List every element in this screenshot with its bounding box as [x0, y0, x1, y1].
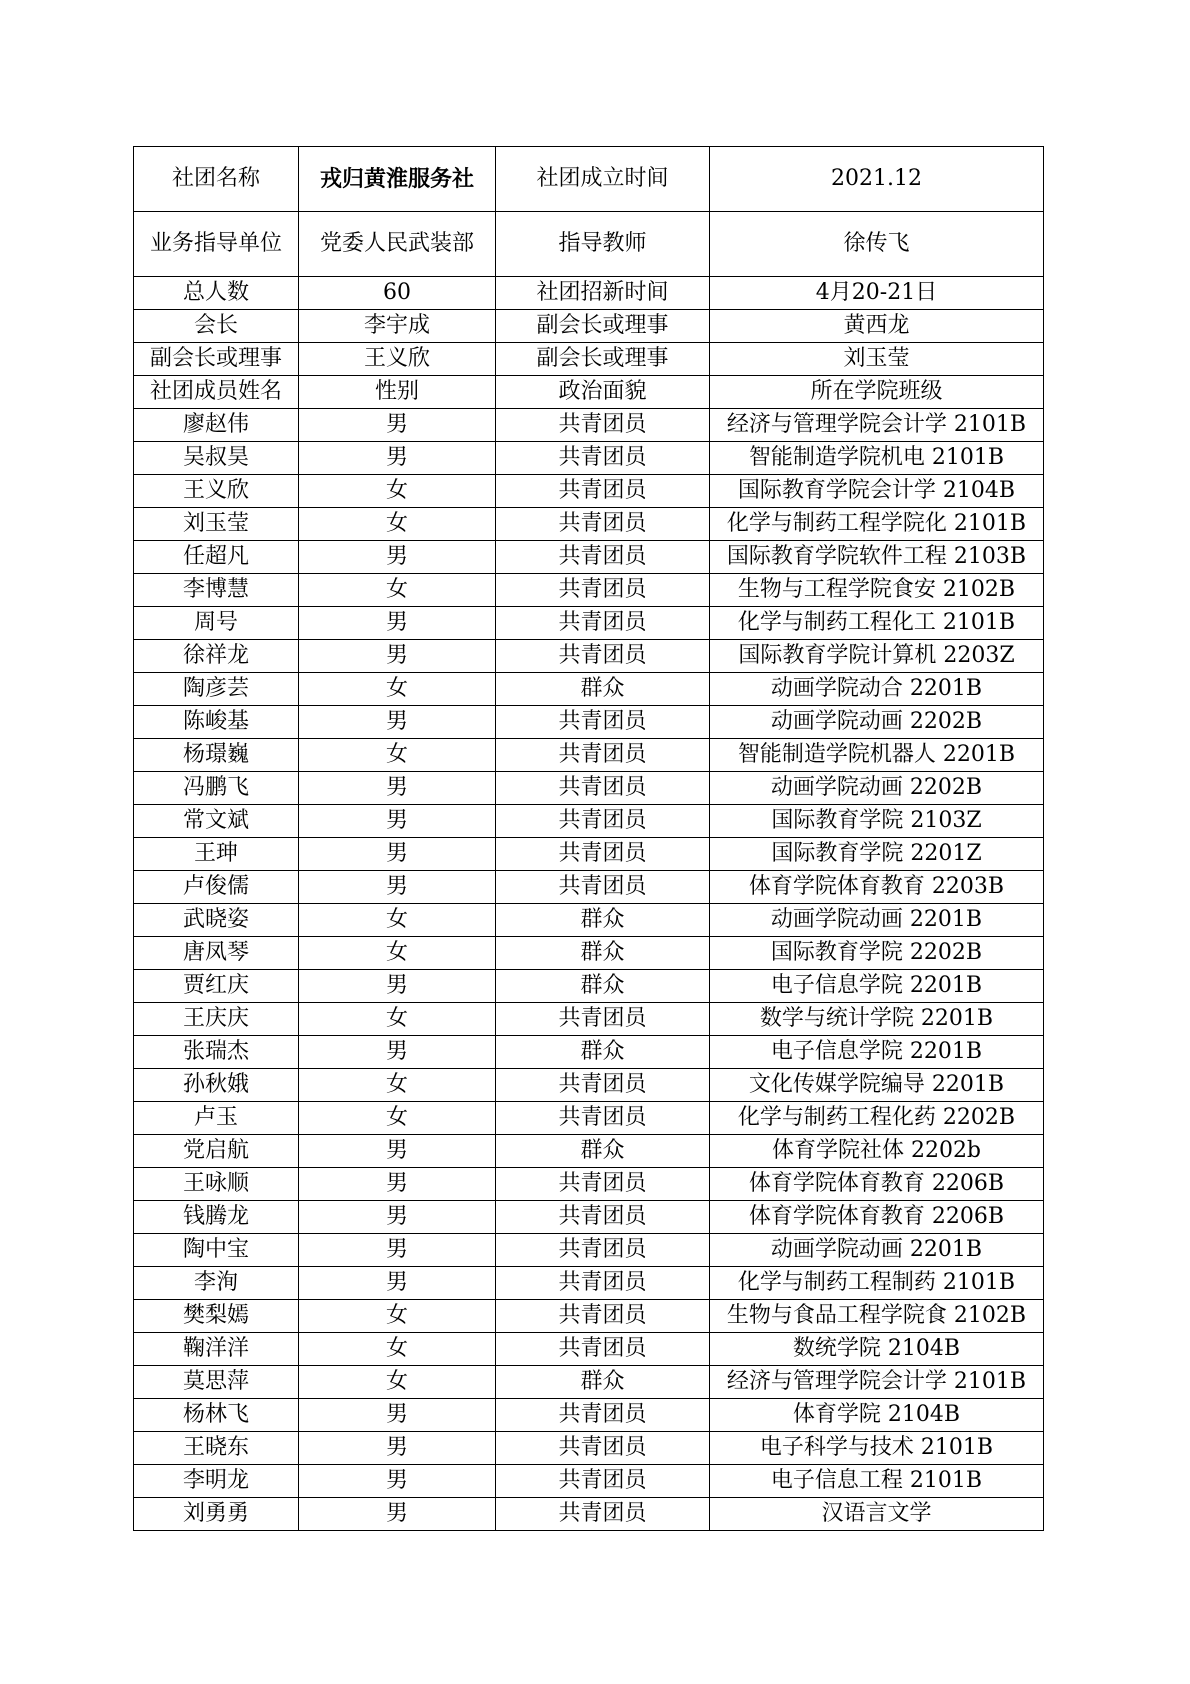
member-name: 王义欣: [134, 475, 299, 508]
member-name: 王珅: [134, 838, 299, 871]
member-college-class: 体育学院体育教育 2203B: [710, 871, 1044, 904]
member-name: 刘勇勇: [134, 1498, 299, 1531]
member-gender: 男: [299, 640, 496, 673]
member-college-class: 动画学院动画 2201B: [710, 1234, 1044, 1267]
member-name: 陶彦芸: [134, 673, 299, 706]
member-name: 吴叔昊: [134, 442, 299, 475]
club-member-table: [133, 146, 1044, 1531]
member-political-status: 共青团员: [496, 1069, 710, 1102]
member-political-status: 共青团员: [496, 640, 710, 673]
member-gender: 男: [299, 1135, 496, 1168]
club-name-value: 戎归黄淮服务社: [299, 147, 496, 212]
member-name: 任超凡: [134, 541, 299, 574]
member-college-class: 动画学院动合 2201B: [710, 673, 1044, 706]
member-political-status: 共青团员: [496, 1333, 710, 1366]
supervising-unit-label: 业务指导单位: [134, 212, 299, 277]
member-name: 张瑞杰: [134, 1036, 299, 1069]
member-name: 廖赵伟: [134, 409, 299, 442]
member-political-status: 共青团员: [496, 1432, 710, 1465]
table-row: [134, 1300, 1044, 1333]
member-political-status: 群众: [496, 937, 710, 970]
table-row: [134, 1168, 1044, 1201]
table-row: [134, 1069, 1044, 1102]
table-row: [134, 409, 1044, 442]
table-row: [134, 706, 1044, 739]
member-college-class: 化学与制药工程制药 2101B: [710, 1267, 1044, 1300]
supervisor-row: [134, 212, 1044, 277]
table-row: [134, 1201, 1044, 1234]
member-name: 陶中宝: [134, 1234, 299, 1267]
table-row: [134, 970, 1044, 1003]
member-gender: 女: [299, 1102, 496, 1135]
table-row: [134, 772, 1044, 805]
total-count-value: 60: [299, 277, 496, 310]
member-name: 贾红庆: [134, 970, 299, 1003]
member-political-status: 群众: [496, 1135, 710, 1168]
member-college-class: 国际教育学院软件工程 2103B: [710, 541, 1044, 574]
member-name: 杨林飞: [134, 1399, 299, 1432]
member-gender: 女: [299, 1366, 496, 1399]
table-row: [134, 1234, 1044, 1267]
member-college-class: 汉语言文学: [710, 1498, 1044, 1531]
member-gender: 男: [299, 706, 496, 739]
member-gender: 男: [299, 805, 496, 838]
table-row: [134, 805, 1044, 838]
member-gender: 女: [299, 904, 496, 937]
member-gender: 男: [299, 1036, 496, 1069]
recruit-time-label: 社团招新时间: [496, 277, 710, 310]
member-name: 李洵: [134, 1267, 299, 1300]
club-name-row: [134, 147, 1044, 212]
member-gender: 男: [299, 442, 496, 475]
member-gender: 男: [299, 871, 496, 904]
vice-value: 王义欣: [299, 343, 496, 376]
table-row: [134, 1399, 1044, 1432]
member-college-class: 数统学院 2104B: [710, 1333, 1044, 1366]
member-college-class: 动画学院动画 2202B: [710, 772, 1044, 805]
member-political-status: 共青团员: [496, 1300, 710, 1333]
member-name: 杨璟巍: [134, 739, 299, 772]
member-political-status: 共青团员: [496, 1465, 710, 1498]
table-row: [134, 574, 1044, 607]
member-gender: 男: [299, 1234, 496, 1267]
member-college-class: 文化传媒学院编导 2201B: [710, 1069, 1044, 1102]
vice-value: 黄西龙: [710, 310, 1044, 343]
total-row: [134, 277, 1044, 310]
member-gender: 男: [299, 1267, 496, 1300]
member-political-status: 共青团员: [496, 1003, 710, 1036]
member-college-class: 动画学院动画 2201B: [710, 904, 1044, 937]
member-name: 王咏顺: [134, 1168, 299, 1201]
column-header-political-status: 政治面貌: [496, 376, 710, 409]
member-political-status: 共青团员: [496, 1234, 710, 1267]
member-name: 王晓东: [134, 1432, 299, 1465]
member-gender: 男: [299, 838, 496, 871]
member-college-class: 体育学院体育教育 2206B: [710, 1168, 1044, 1201]
member-political-status: 共青团员: [496, 574, 710, 607]
supervising-unit-value: 党委人民武装部: [299, 212, 496, 277]
member-college-class: 国际教育学院会计学 2104B: [710, 475, 1044, 508]
table-row: [134, 640, 1044, 673]
table-row: [134, 838, 1044, 871]
member-college-class: 经济与管理学院会计学 2101B: [710, 1366, 1044, 1399]
table-row: [134, 442, 1044, 475]
member-college-class: 电子信息学院 2201B: [710, 970, 1044, 1003]
member-political-status: 共青团员: [496, 1399, 710, 1432]
member-political-status: 共青团员: [496, 1201, 710, 1234]
vice-value: 刘玉莹: [710, 343, 1044, 376]
table-row: [134, 673, 1044, 706]
vice-label: 副会长或理事: [496, 310, 710, 343]
member-college-class: 国际教育学院 2201Z: [710, 838, 1044, 871]
member-college-class: 电子信息工程 2101B: [710, 1465, 1044, 1498]
member-gender: 男: [299, 1168, 496, 1201]
member-gender: 女: [299, 673, 496, 706]
member-name: 李明龙: [134, 1465, 299, 1498]
table-row: [134, 1366, 1044, 1399]
member-name: 唐凤琴: [134, 937, 299, 970]
member-college-class: 化学与制药工程学院化 2101B: [710, 508, 1044, 541]
member-gender: 女: [299, 1069, 496, 1102]
table-row: [134, 871, 1044, 904]
member-gender: 男: [299, 541, 496, 574]
member-political-status: 群众: [496, 904, 710, 937]
member-name: 卢俊儒: [134, 871, 299, 904]
member-political-status: 共青团员: [496, 409, 710, 442]
member-name: 徐祥龙: [134, 640, 299, 673]
member-gender: 女: [299, 1300, 496, 1333]
vice-label: 副会长或理事: [496, 343, 710, 376]
column-header-name: 社团成员姓名: [134, 376, 299, 409]
member-college-class: 数学与统计学院 2201B: [710, 1003, 1044, 1036]
member-college-class: 国际教育学院 2202B: [710, 937, 1044, 970]
member-political-status: 群众: [496, 673, 710, 706]
club-name-label: 社团名称: [134, 147, 299, 212]
member-name: 卢玉: [134, 1102, 299, 1135]
member-name: 孙秋娥: [134, 1069, 299, 1102]
member-political-status: 共青团员: [496, 739, 710, 772]
member-college-class: 体育学院体育教育 2206B: [710, 1201, 1044, 1234]
table-row: [134, 1465, 1044, 1498]
member-name: 莫思萍: [134, 1366, 299, 1399]
member-gender: 男: [299, 1399, 496, 1432]
table-row: [134, 541, 1044, 574]
member-political-status: 共青团员: [496, 508, 710, 541]
table-row: [134, 739, 1044, 772]
member-political-status: 共青团员: [496, 1168, 710, 1201]
member-name: 陈峻基: [134, 706, 299, 739]
table-row: [134, 607, 1044, 640]
member-college-class: 国际教育学院 2103Z: [710, 805, 1044, 838]
member-gender: 女: [299, 937, 496, 970]
member-political-status: 共青团员: [496, 1498, 710, 1531]
president-value: 李宇成: [299, 310, 496, 343]
member-college-class: 体育学院社体 2202b: [710, 1135, 1044, 1168]
president-row: [134, 310, 1044, 343]
member-name: 冯鹏飞: [134, 772, 299, 805]
member-political-status: 共青团员: [496, 706, 710, 739]
member-political-status: 群众: [496, 1366, 710, 1399]
member-gender: 女: [299, 574, 496, 607]
member-college-class: 智能制造学院机电 2101B: [710, 442, 1044, 475]
member-gender: 男: [299, 1465, 496, 1498]
member-college-class: 智能制造学院机器人 2201B: [710, 739, 1044, 772]
member-gender: 女: [299, 739, 496, 772]
table-row: [134, 1432, 1044, 1465]
member-college-class: 化学与制药工程化药 2202B: [710, 1102, 1044, 1135]
member-name: 武晓姿: [134, 904, 299, 937]
vice-label: 副会长或理事: [134, 343, 299, 376]
member-college-class: 生物与食品工程学院食 2102B: [710, 1300, 1044, 1333]
member-name: 常文斌: [134, 805, 299, 838]
member-name: 刘玉莹: [134, 508, 299, 541]
member-name: 党启航: [134, 1135, 299, 1168]
president-label: 会长: [134, 310, 299, 343]
column-header-gender: 性别: [299, 376, 496, 409]
member-political-status: 共青团员: [496, 772, 710, 805]
member-political-status: 共青团员: [496, 838, 710, 871]
member-name: 钱腾龙: [134, 1201, 299, 1234]
member-political-status: 共青团员: [496, 1267, 710, 1300]
table-row: [134, 1102, 1044, 1135]
table-row: [134, 1267, 1044, 1300]
member-gender: 男: [299, 772, 496, 805]
advisor-label: 指导教师: [496, 212, 710, 277]
member-political-status: 群众: [496, 970, 710, 1003]
founded-time-value: 2021.12: [710, 147, 1044, 212]
member-college-class: 体育学院 2104B: [710, 1399, 1044, 1432]
table-row: [134, 1498, 1044, 1531]
recruit-time-value: 4月20-21日: [710, 277, 1044, 310]
advisor-value: 徐传飞: [710, 212, 1044, 277]
member-college-class: 国际教育学院计算机 2203Z: [710, 640, 1044, 673]
member-college-class: 电子科学与技术 2101B: [710, 1432, 1044, 1465]
member-gender: 女: [299, 475, 496, 508]
column-header-college-class: 所在学院班级: [710, 376, 1044, 409]
member-political-status: 群众: [496, 1036, 710, 1069]
member-name: 王庆庆: [134, 1003, 299, 1036]
member-name: 李博慧: [134, 574, 299, 607]
total-count-label: 总人数: [134, 277, 299, 310]
member-college-class: 经济与管理学院会计学 2101B: [710, 409, 1044, 442]
table-row: [134, 904, 1044, 937]
member-political-status: 共青团员: [496, 541, 710, 574]
member-gender: 男: [299, 970, 496, 1003]
member-name: 鞠洋洋: [134, 1333, 299, 1366]
member-gender: 男: [299, 607, 496, 640]
member-gender: 男: [299, 1432, 496, 1465]
member-college-class: 化学与制药工程化工 2101B: [710, 607, 1044, 640]
member-college-class: 生物与工程学院食安 2102B: [710, 574, 1044, 607]
table-row: [134, 1333, 1044, 1366]
member-college-class: 动画学院动画 2202B: [710, 706, 1044, 739]
member-political-status: 共青团员: [496, 442, 710, 475]
table-row: [134, 937, 1044, 970]
table-row: [134, 1135, 1044, 1168]
table-row: [134, 1003, 1044, 1036]
member-political-status: 共青团员: [496, 1102, 710, 1135]
member-gender: 男: [299, 409, 496, 442]
founded-time-label: 社团成立时间: [496, 147, 710, 212]
member-gender: 女: [299, 508, 496, 541]
member-political-status: 共青团员: [496, 475, 710, 508]
member-name: 樊梨嫣: [134, 1300, 299, 1333]
member-gender: 男: [299, 1201, 496, 1234]
member-political-status: 共青团员: [496, 871, 710, 904]
table-row: [134, 508, 1044, 541]
member-gender: 女: [299, 1333, 496, 1366]
column-header-row: [134, 376, 1044, 409]
member-political-status: 共青团员: [496, 607, 710, 640]
table-row: [134, 1036, 1044, 1069]
member-political-status: 共青团员: [496, 805, 710, 838]
vice-row: [134, 343, 1044, 376]
member-name: 周号: [134, 607, 299, 640]
member-college-class: 电子信息学院 2201B: [710, 1036, 1044, 1069]
member-gender: 女: [299, 1003, 496, 1036]
member-gender: 男: [299, 1498, 496, 1531]
table-row: [134, 475, 1044, 508]
